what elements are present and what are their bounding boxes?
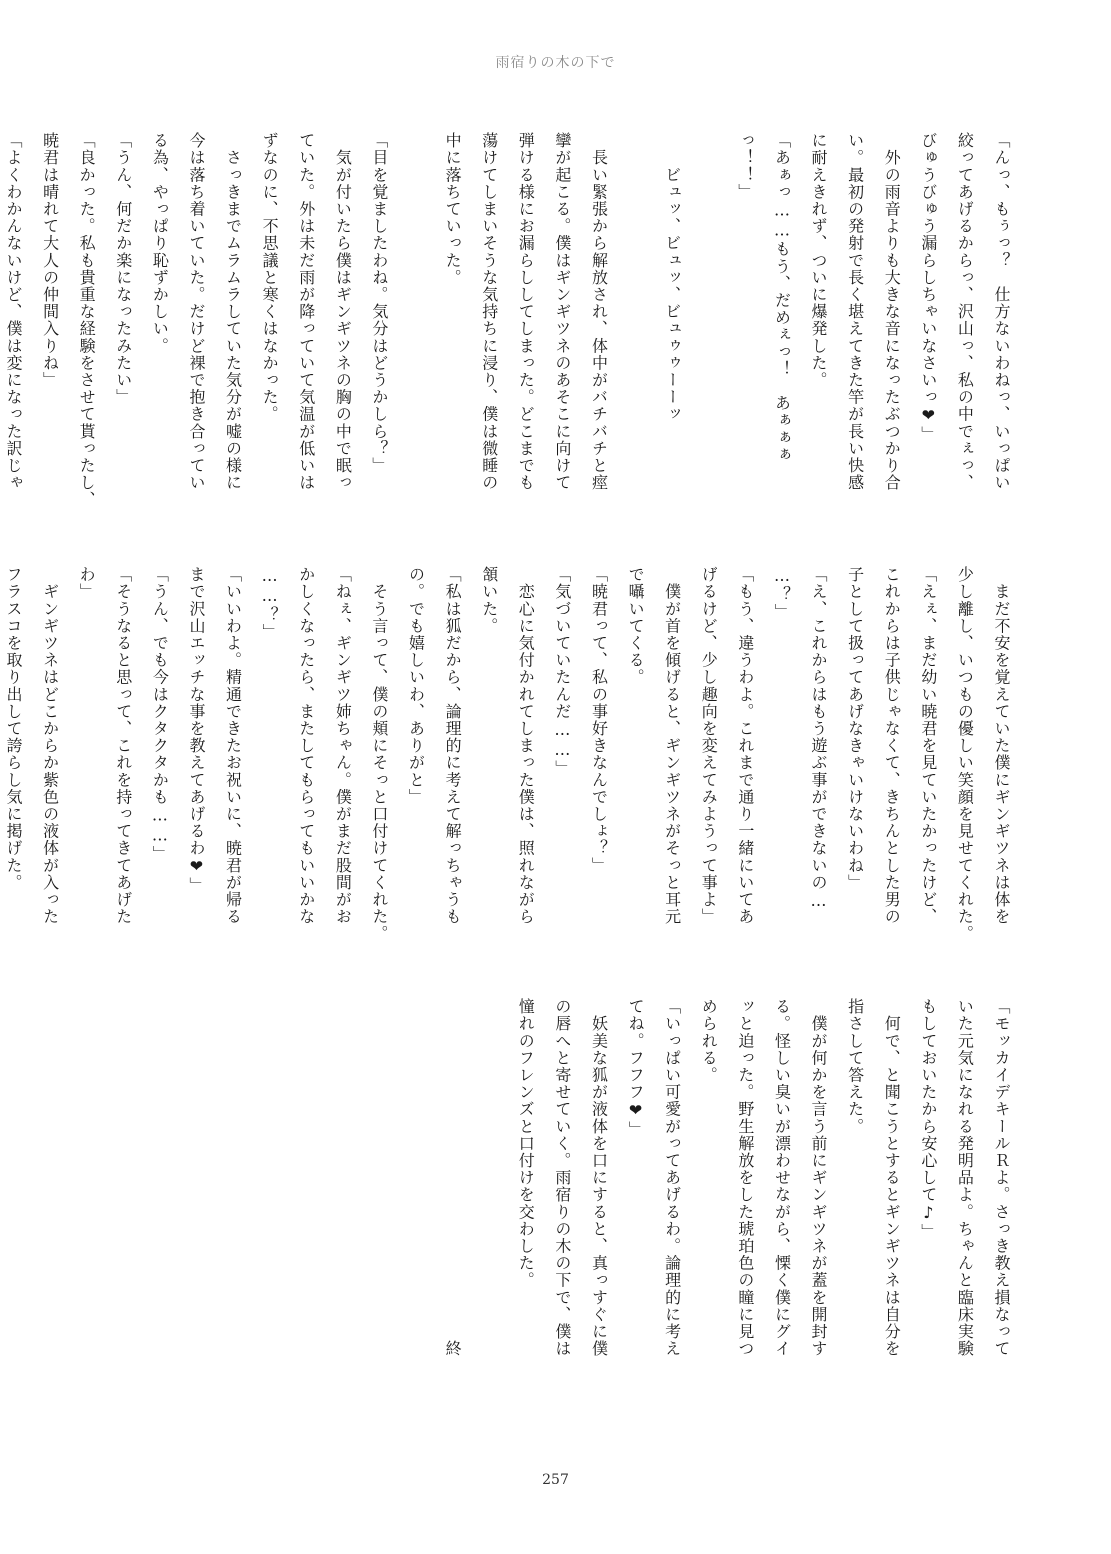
text-line: さっきまでムラムラしていた気分が嘘の様に	[223, 132, 243, 492]
text-line: 「うん、何だか楽になったみたい」	[113, 132, 133, 406]
text-line: 何で、と聞こうとするとギンギツネは自分を	[882, 998, 902, 1358]
text-line: められる。	[699, 998, 719, 1084]
text-line: 「え、これからはもう遊ぶ事ができないの…	[809, 566, 829, 911]
text-line: ていた。外は未だ雨が降っていて気温が低いは	[296, 132, 316, 492]
text-line: 「よくわかんないけど、僕は変になった訳じゃ	[3, 132, 23, 492]
text-line	[397, 132, 434, 524]
text-line: いた元気になれる発明品よ。ちゃんと臨床実験	[955, 998, 975, 1358]
text-line: 「暁君って、私の事好きなんでしょ？」	[589, 566, 609, 874]
text-line: る為、やっぱり恥ずかしい。	[150, 132, 170, 355]
text-line	[690, 132, 727, 524]
text-line: そう言って、僕の頬にそっと口付けてくれた。	[369, 566, 389, 943]
text-line: 「うん、でも今はクタクタかも……」	[150, 566, 170, 863]
text-line: の唇へと寄せていく。雨宿りの木の下で、僕は	[552, 998, 572, 1358]
text-line: 「目を覚ましたわね。気分はどうかしら？」	[369, 132, 389, 474]
text-line: 暁君は晴れて大人の仲間入りね」	[40, 132, 60, 389]
text-line: 「もう、違うわよ。これまで通り一緒にいてあ	[735, 566, 755, 926]
text-line: 蕩けてしまいそうな気持ちに浸り、僕は微睡の	[479, 132, 499, 492]
text-line: びゅうびゅう漏らしちゃいなさいっ❤」	[918, 132, 938, 443]
text-line: もしておいたから安心して♪」	[918, 998, 938, 1241]
text-line: まだ不安を覚えていた僕にギンギツネは体を	[992, 566, 1011, 926]
text-line: る。怪しい臭いが漂わせながら、慄く僕にグイ	[772, 998, 792, 1358]
text-line: 今は落ち着いていた。だけど裸で抱き合ってい	[186, 132, 206, 492]
text-line: 「ねぇ、ギンギツ姉ちゃん。僕がまだ股間がお	[333, 566, 353, 926]
text-line: 「気づいていたんだ……」	[552, 566, 572, 778]
text-line: 攣が起こる。僕はギンギツネのあそこに向けて	[552, 132, 572, 492]
text-line: 恋心に気付かれてしまった僕は、照れながら	[516, 566, 536, 926]
text-line: かしくなったら、またしてもらってもいいかな	[296, 566, 316, 926]
text-line: フラスコを取り出して誇らし気に掲げた。	[3, 566, 23, 891]
text-line: 僕が何かを言う前にギンギツネが蓋を開封す	[809, 998, 829, 1358]
text-line: 「そうなると思って、これを持ってきてあげた	[113, 566, 133, 926]
text-line: 外の雨音よりも大きな音になったぶつかり合	[882, 132, 902, 492]
text-line: で囁いてくる。	[626, 566, 646, 686]
text-line: い。最初の発射で長く堪えてきた竿が長い快感	[845, 132, 865, 492]
text-line: 気が付いたら僕はギンギツネの胸の中で眠っ	[333, 132, 353, 492]
text-line: 「良かった。私も貴重な経験をさせて貰ったし、	[77, 132, 97, 509]
text-line: 頷いた。	[479, 566, 499, 635]
text-line: 「私は狐だから、論理的に考えて解っちゃうも	[443, 566, 463, 926]
text-tier-1	[0, 132, 1019, 524]
text-line: に耐えきれず、ついに爆発した。	[809, 132, 829, 389]
text-line: 「あぁっ……もう、だめぇっ！ あぁぁぁ	[772, 132, 792, 463]
text-tier-3	[434, 998, 1020, 1390]
text-line: 妖美な狐が液体を口にすると、真っすぐに僕	[589, 998, 609, 1358]
text-line: 指さして答えた。	[845, 998, 865, 1135]
text-line	[470, 998, 507, 1390]
text-line: 「モッカイデキールＲよ。さっき教え損なって	[992, 998, 1011, 1358]
text-line: 長い緊張から解放され、体中がバチバチと痙	[589, 132, 609, 492]
text-line: 終	[443, 998, 463, 1358]
text-line: 中に落ちていった。	[443, 132, 463, 286]
text-line: 憧れのフレンズと口付けを交わした。	[516, 998, 536, 1289]
text-line: 弾ける様にお漏らししてしまった。どこまでも	[516, 132, 536, 492]
text-line: まで沢山エッチな事を教えてあげるわ❤」	[186, 566, 206, 894]
text-line: ビュッ、ビュッ、ビュゥゥーーッ	[662, 132, 682, 423]
text-line: っ！！」	[735, 132, 755, 201]
text-line: 「えぇ、まだ幼い暁君を見ていたかったけど、	[918, 566, 938, 926]
text-line: これからは子供じゃなくて、きちんとした男の	[882, 566, 902, 926]
running-header: 雨宿りの木の下で	[495, 55, 616, 71]
text-line: ……？」	[260, 566, 280, 641]
text-line: 子として扱ってあげなきゃいけないわね」	[845, 566, 865, 891]
text-line: …？」	[772, 566, 792, 621]
text-line: ッと迫った。野生解放をした琥珀色の瞳に見つ	[735, 998, 755, 1358]
text-line: てね。フフフ❤」	[626, 998, 646, 1138]
text-line: 「いっぱい可愛がってあげるわ。論理的に考え	[662, 998, 682, 1358]
text-line: ギンギツネはどこからか紫色の液体が入った	[40, 566, 60, 926]
text-line: 僕が首を傾げると、ギンギツネがそっと耳元	[662, 566, 682, 926]
text-line: 少し離し、いつもの優しい笑顔を見せてくれた。	[955, 566, 975, 943]
text-tier-2	[0, 566, 1019, 958]
text-line: の。でも嬉しいわ、ありがと」	[406, 566, 426, 806]
text-line: わ」	[77, 566, 97, 601]
text-line: げるけど、少し趣向を変えてみようって事よ」	[699, 566, 719, 926]
text-line	[616, 132, 653, 524]
text-line: 「いいわよ。精通できたお祝いに、暁君が帰る	[223, 566, 243, 926]
text-line: ずなのに、不思議と寒くはなかった。	[260, 132, 280, 423]
page-number: 257	[542, 1472, 569, 1488]
text-line: 「んっ、もぅっ？ 仕方ないわねっ、いっぱい	[992, 132, 1011, 492]
text-line: 絞ってあげるからっ、沢山っ、私の中でぇっ、	[955, 132, 975, 492]
